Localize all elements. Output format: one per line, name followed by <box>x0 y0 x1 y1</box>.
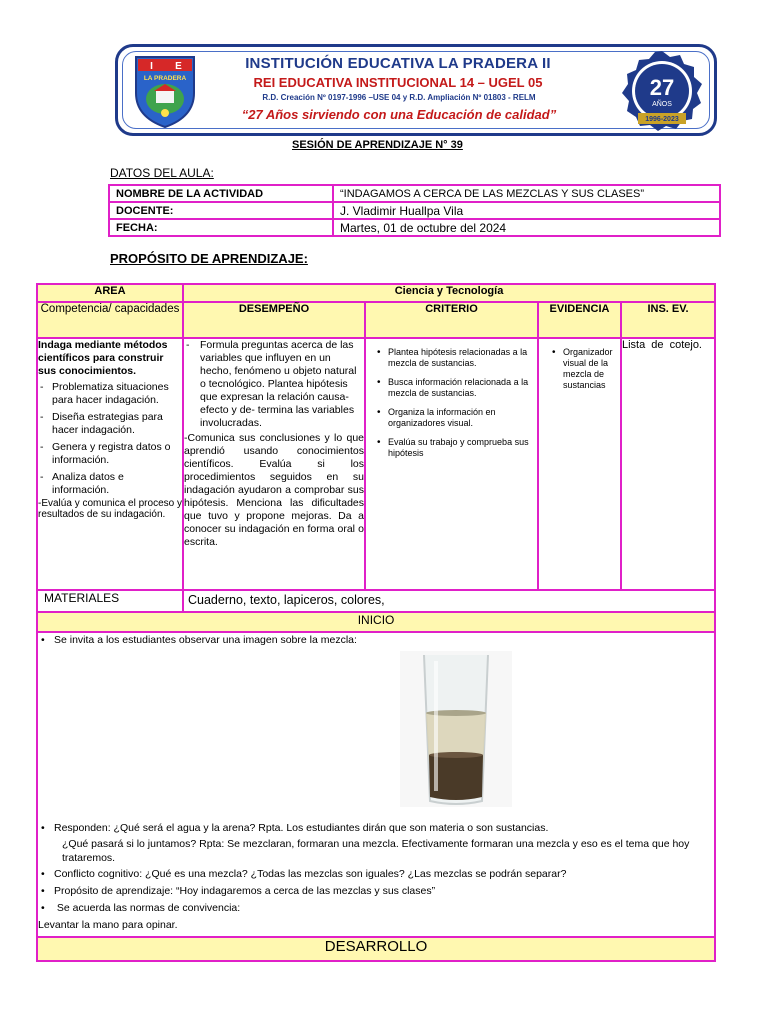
area-row <box>37 284 715 302</box>
area-value: Ciencia y Tecnología <box>183 284 715 302</box>
inicio-conflicto: • Conflicto cognitivo: ¿Qué es una mezcla? ¿Todas las mezclas son iguales? ¿Las mezclas se podrán separar? <box>38 867 714 881</box>
ins-ev-value: Lista de cotejo. <box>622 339 702 351</box>
capacidades-list <box>38 381 182 497</box>
anniversary-medal-icon <box>620 49 704 133</box>
datos-table <box>108 184 721 237</box>
competencia-extra: -Evalúa y comunica el proceso y resultados de su indagación. <box>38 498 182 520</box>
header-evidencia: EVIDENCIA <box>538 302 621 338</box>
criterios-list <box>374 347 537 459</box>
materiales-label: MATERIALES <box>37 590 183 612</box>
materiales-row <box>37 590 715 612</box>
desempeno-extra: -Comunica sus conclusiones y lo que aprendió usando conocimientos científicos. Evalúa si los procedimientos seguidos en su indagación ayudaron a comprobar sus hipótesis. Menciona las dificultades que tuvo y propone mejoras. Da a conocer su indagación en forma oral o escrita. <box>184 432 364 548</box>
inicio-label: INICIO <box>37 612 715 632</box>
evidencia-list <box>549 347 620 391</box>
medal-number: 27 <box>649 75 675 100</box>
shield-name: LA PRADERA <box>143 75 187 82</box>
datos-key: NOMBRE DE LA ACTIVIDAD <box>109 185 333 202</box>
shield-letter-i: I <box>150 61 153 72</box>
header-ins-ev: INS. EV. <box>621 302 715 338</box>
capacidad-item: - Analiza datos e información. <box>38 471 182 497</box>
capacidad-item: - Problematiza situaciones para hacer indagación. <box>38 381 182 407</box>
criterio-cell <box>365 338 538 590</box>
ins-ev-cell <box>621 338 715 590</box>
desarrollo-label: DESARROLLO <box>37 937 715 961</box>
institution-name: INSTITUCIÓN EDUCATIVA LA PRADERA II <box>245 55 551 72</box>
desarrollo-row <box>37 937 715 961</box>
header-competencia: Competencia/ capacidades <box>37 302 183 338</box>
competencia-title: Indaga mediante métodos científicos para construir sus conocimientos. <box>38 339 168 377</box>
desempeno-cell <box>183 338 365 590</box>
datos-row <box>109 185 720 202</box>
datos-row <box>109 202 720 219</box>
datos-key: DOCENTE: <box>109 202 333 219</box>
medal-word: AÑOS <box>652 101 672 108</box>
glass-mixture-image <box>400 651 512 807</box>
inicio-proposito: • Propósito de aprendizaje: “Hoy indagaremos a cerca de las mezclas y sus clases” <box>38 884 714 898</box>
criterio-item: • Evalúa su trabajo y comprueba sus hipótesis <box>374 437 537 459</box>
session-title: SESIÓN DE APRENDIZAJE N° 39 <box>292 139 463 151</box>
inicio-juntamos: ¿Qué pasará si lo juntamos? Rpta: Se mezclaran, formaran una mezcla. Efectivamente formaran una mezcla y eso es el tema que hoy trataremos. <box>62 838 690 864</box>
school-shield-logo <box>132 53 198 129</box>
datos-label: DATOS DEL AULA: <box>110 166 214 180</box>
criterio-item: • Organiza la información en organizadores visual. <box>374 407 537 429</box>
datos-key: FECHA: <box>109 219 333 236</box>
network-name: REI EDUCATIVA INSTITUCIONAL 14 – UGEL 05 <box>253 75 543 90</box>
resolution-text: R.D. Creación Nº 0197-1996 –USE 04 y R.D. Ampliación Nº 01803 - RELM <box>262 93 536 102</box>
area-label: AREA <box>37 284 183 302</box>
header-banner <box>115 44 717 136</box>
criterio-item: • Busca información relacionada a la mezcla de sustancias. <box>374 377 537 399</box>
inicio-header-row <box>37 612 715 632</box>
inicio-responden: • Responden: ¿Qué será el agua y la arena? Rpta. Los estudiantes dirán que son materia o son sustancias. <box>38 821 714 835</box>
header-criterio: CRITERIO <box>365 302 538 338</box>
competencia-cell <box>37 338 183 590</box>
institution-motto: “27 Años sirviendo con una Educación de calidad” <box>241 107 557 122</box>
evidencia-item: • Organizador visual de la mezcla de sustancias <box>549 347 620 391</box>
shield-letter-e: E <box>175 61 182 72</box>
materiales-value: Cuaderno, texto, lapiceros, colores, <box>183 590 715 612</box>
proposito-label: PROPÓSITO DE APRENDIZAJE: <box>110 251 308 266</box>
inicio-intro: • Se invita a los estudiantes observar una imagen sobre la mezcla: <box>38 633 714 647</box>
desempeno-item: - Formula preguntas acerca de las variables que influyen en un hecho, fenómeno u objeto natural o tecnológico. Plantea hipótesis que expresan la relación causa-efecto y de- termina las variables involucradas. <box>184 339 364 430</box>
inicio-body-row <box>37 632 715 937</box>
capacidad-item: - Genera y registra datos o información. <box>38 441 182 467</box>
datos-row <box>109 219 720 236</box>
datos-value: J. Vladimir Huallpa Vila <box>333 202 720 219</box>
evidencia-cell <box>538 338 621 590</box>
learning-table <box>36 283 716 962</box>
desempeno-list <box>184 339 364 430</box>
header-row <box>37 302 715 338</box>
medal-years: 1996-2023 <box>645 116 679 123</box>
datos-value: “INDAGAMOS A CERCA DE LAS MEZCLAS Y SUS CLASES” <box>333 185 720 202</box>
header-desempeno: DESEMPEÑO <box>183 302 365 338</box>
inicio-normas: • Se acuerda las normas de convivencia: <box>38 901 714 915</box>
inicio-body <box>37 632 715 937</box>
capacidad-item: - Diseña estrategias para hacer indagación. <box>38 411 182 437</box>
datos-value: Martes, 01 de octubre del 2024 <box>333 219 720 236</box>
criterio-item: • Plantea hipótesis relacionadas a la mezcla de sustancias. <box>374 347 537 369</box>
content-row <box>37 338 715 590</box>
inicio-levantar: Levantar la mano para opinar. <box>38 919 178 931</box>
